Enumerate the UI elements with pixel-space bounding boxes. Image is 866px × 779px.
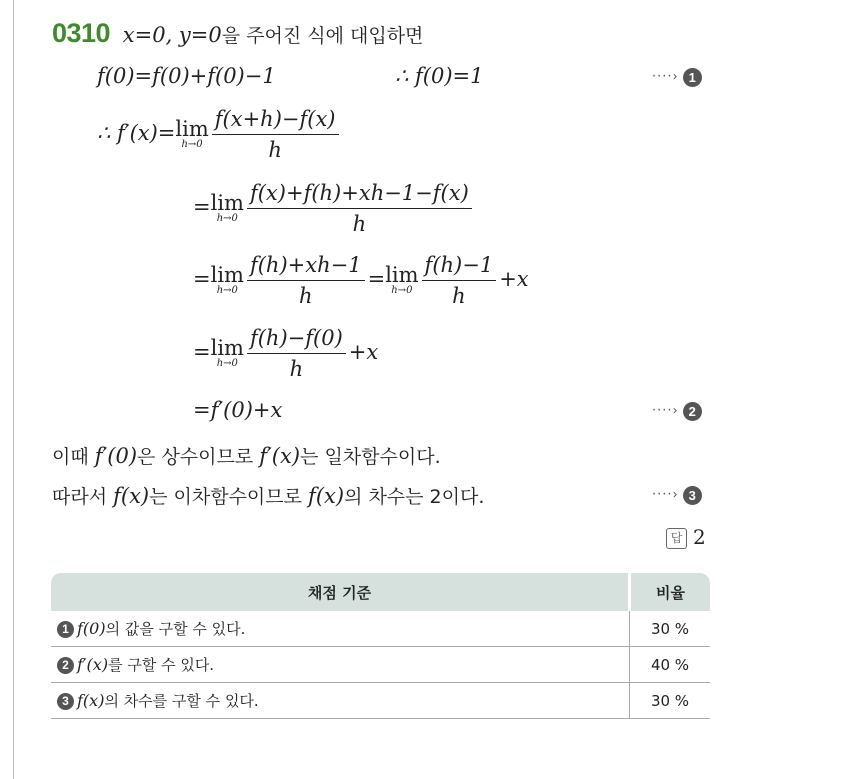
- header-criteria: 채점 기준: [51, 573, 630, 611]
- limit-operator: lim h→0: [385, 262, 419, 296]
- limit-operator: lim h→0: [175, 116, 209, 150]
- criteria-cell: 2 f′(x)를 구할 수 있다.: [51, 647, 630, 683]
- circle-number-1-icon: 1: [57, 621, 74, 638]
- ratio-cell: 40 %: [630, 647, 711, 683]
- step-1-result: ∴ f(0)=1: [395, 64, 484, 88]
- problem-number: 0310: [52, 18, 111, 48]
- circle-number-3-icon: 3: [57, 693, 74, 710]
- circle-number-3-icon: 3: [683, 486, 702, 505]
- fraction-5: $\frac{f(h)-f(0)}{h}$: [247, 323, 346, 384]
- grading-table: [51, 573, 710, 719]
- step-1-eq: f(0)=f(0)+f(0)−1: [97, 64, 276, 88]
- step-4: =lim h→0 $\frac{f(h)+xh-1}{h}$ =lim h→0 $\frac{f(h)-1}{h}$ +x: [193, 250, 529, 311]
- step-2: ∴ f′(x)=lim h→0 $\frac{f(x+h)-f(x)}{h}$: [97, 104, 342, 165]
- left-margin-rule: [13, 0, 14, 779]
- table-row: [51, 611, 710, 647]
- criteria-cell: 1 f(0)의 값을 구할 수 있다.: [51, 611, 630, 647]
- intro-math: x=0, y=0: [122, 23, 222, 47]
- ratio-cell: 30 %: [630, 683, 711, 719]
- header-ratio: 비율: [630, 573, 711, 611]
- step-6: =f′(0)+x: [193, 398, 283, 422]
- table-row: [51, 647, 710, 683]
- step-3: =lim h→0 $\frac{f(x)+f(h)+xh-1-f(x)}{h}$: [193, 178, 475, 239]
- marker-3: ····› 3: [652, 484, 702, 505]
- limit-operator: lim h→0: [210, 190, 244, 224]
- limit-operator: lim h→0: [210, 335, 244, 369]
- fraction-1: $\frac{f(x+h)-f(x)}{h}$: [212, 104, 339, 165]
- answer-value: 2: [693, 525, 706, 549]
- conclusion-line-2: 따라서 f(x)는 이차함수이므로 f(x)의 차수는 2이다.: [52, 484, 485, 508]
- circle-number-1-icon: 1: [683, 68, 702, 87]
- step-5: =lim h→0 $\frac{f(h)-f(0)}{h}$ +x: [193, 323, 378, 384]
- conclusion-line-1: 이때 f′(0)은 상수이므로 f′(x)는 일차함수이다.: [52, 444, 441, 468]
- answer-icon: 답: [666, 528, 687, 549]
- marker-1: ····› 1: [652, 66, 702, 87]
- fraction-3: $\frac{f(h)+xh-1}{h}$: [247, 250, 365, 311]
- intro-text: 을 주어진 식에 대입하면: [221, 25, 424, 47]
- circle-number-2-icon: 2: [57, 657, 74, 674]
- ratio-cell: 30 %: [630, 611, 711, 647]
- marker-2: ····› 2: [652, 400, 702, 421]
- criteria-cell: 3 f(x)의 차수를 구할 수 있다.: [51, 683, 630, 719]
- answer: [666, 525, 706, 549]
- limit-operator: lim h→0: [210, 262, 244, 296]
- fraction-2: $\frac{f(x)+f(h)+xh-1-f(x)}{h}$: [247, 178, 472, 239]
- fraction-4: $\frac{f(h)-1}{h}$: [422, 250, 497, 311]
- table-row: [51, 683, 710, 719]
- problem-header: [52, 18, 423, 49]
- circle-number-2-icon: 2: [683, 402, 702, 421]
